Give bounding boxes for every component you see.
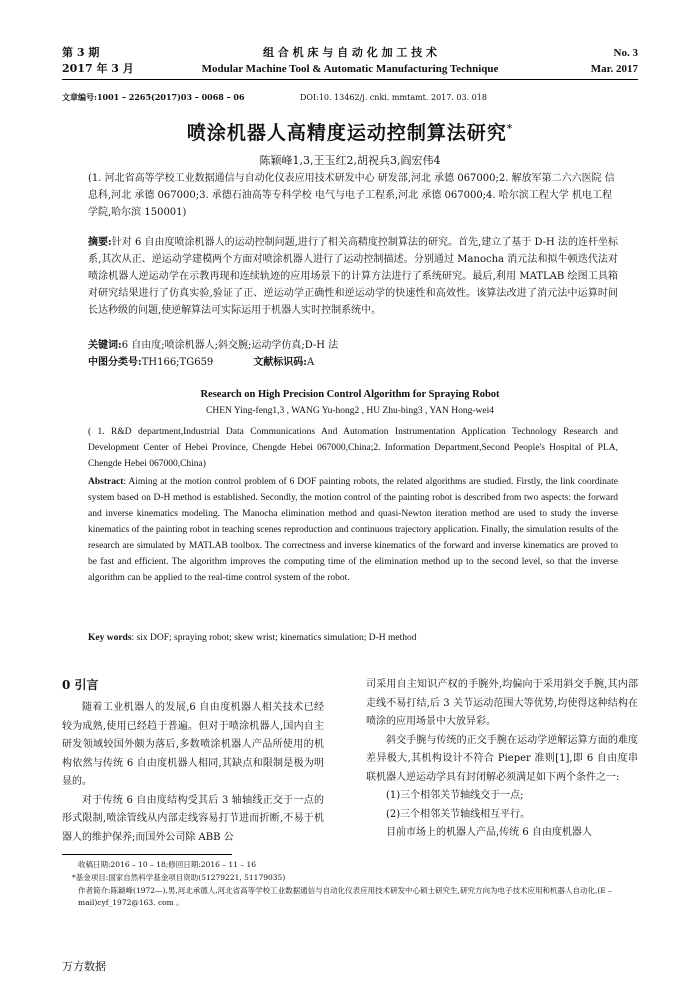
intro-paragraph-1: 随着工业机器人的发展,6 自由度机器人相关技术已经较为成熟,使用已经趋于普遍。但对于喷涂机器人,国内自主研发领域较国外颇为落后,多数喷涂机器人产品所使用的机构依然与传统 6 自由度机器人相同,其缺点和限制是极为明显的。 bbox=[62, 702, 324, 787]
issue-cn: 第 3 期 bbox=[62, 46, 100, 59]
authors-en: CHEN Ying-feng1,3 , WANG Yu-hong2 , HU Zhu-bing3 , YAN Hong-wei4 bbox=[206, 406, 494, 416]
header-rule bbox=[62, 79, 638, 80]
affiliation-en: ( 1. R&D department,Industrial Data Communications And Automation Instrumentation Application Technology Research and Development Center of Hebei Province, Chengde Hebei 067000,China;2. Information Department,Second People's Hospital of PLA, Chengde Hebei 067000,China) bbox=[88, 427, 618, 469]
title-en: Research on High Precision Control Algorithm for Spraying Robot bbox=[200, 389, 500, 400]
authors-cn: 陈颖峰1,3,王玉红2,胡祝兵3,阎宏伟4 bbox=[259, 154, 441, 167]
right-paragraph-1: 司采用自主知识产权的手腕外,均偏向于采用斜交手腕,其内部走线不易打结,后 3 关节运动范围大等优势,均使得这种结构在喷涂的应用场景中大放异彩。 bbox=[366, 679, 638, 727]
issue-en: No. 3 bbox=[613, 47, 638, 59]
footnote-dates: 收稿日期:2016 – 10 – 18;修回日期:2016 – 11 – 16 bbox=[78, 860, 256, 869]
abstract-en: Abstract: Aiming at the motion control problem of 6 DOF painting robots, the related algorithms are studied. Firstly, the link coordinate system based on D-H method is established. Secondly, the motion control of the painting robot is described from two aspects: the forward and inverse kinematics modeling. The Manocha elimination method and quasi-Newton iteration method are used to study the inverse kinematics of the painting robot in teaching scenes reproduction and continuous trajectory application. Finally, the simulation results of the research are simulated by MATLAB toolbox. The correctness and inverse kinematics of the forward and inverse kinematics are proved to be fast and efficient. The algorithm improves the computing time of the elimination method up to the second level, so that the inverse algorithm can be applied to the real-time control system of the robot. bbox=[88, 477, 618, 583]
intro-paragraph-2: 对于传统 6 自由度结构受其后 3 轴轴线正交于一点的形式限制,喷涂管线从内部走线容易打节进而折断,不易于机器人的维护保养;而国外公司除 ABB 公 bbox=[62, 794, 324, 843]
section-heading-intro: 0 引言 bbox=[62, 678, 99, 692]
keywords-cn: 关键词:6 自由度;喷涂机器人;斜交腕;运动学仿真;D-H 法 bbox=[88, 340, 339, 351]
right-paragraph-3: 目前市场上的机器人产品,传统 6 自由度机器人 bbox=[386, 827, 592, 838]
date-cn: 2017 年 3 月 bbox=[62, 62, 134, 75]
watermark: 万方数据 bbox=[62, 960, 106, 973]
affiliation-cn: (1. 河北省高等学校工业数据通信与自动化仪表应用技术研发中心 研发部,河北 承德 067000;2. 解放军第二六六医院 信息科,河北 承德 067000;3. 承德石油高等专科学校 电气与电子工程系,河北 承德 067000;4. 哈尔滨工程大学 机电工程学院,哈尔滨 150001) bbox=[88, 173, 615, 218]
footnote-rule bbox=[62, 854, 232, 855]
left-column bbox=[62, 676, 324, 847]
footnote-fund: *基金项目:国家自然科学基金项目资助(51279221, 51179035) bbox=[72, 873, 286, 882]
right-paragraph-2: 斜交手腕与传统的正交手腕在运动学逆解运算方面的难度差异极大,其机构设计不符合 Pieper 准则[1],即 6 自由度串联机器人逆运动学具有封闭解必须满足如下两个条件之一: bbox=[366, 734, 638, 783]
keywords-en: Key words: six DOF; spraying robot; skew wrist; kinematics simulation; D-H method bbox=[88, 633, 417, 643]
date-en: Mar. 2017 bbox=[590, 63, 638, 75]
footnote-author: 作者简介:陈颖峰(1972—),男,河北承德人,河北省高等学校工业数据通信与自动化仪表应用技术研发中心硕士研究生,研究方向为电子技术应用和机器人自动化,(E – mail)cyf_1972@163. com 。 bbox=[78, 886, 612, 907]
doi: DOI:10. 13462/j. cnki. mmtamt. 2017. 03. 018 bbox=[300, 93, 487, 102]
right-column bbox=[366, 676, 638, 843]
condition-item-1: (1)三个相邻关节轴线交于一点; bbox=[386, 790, 524, 801]
article-number: 文章编号:1001 – 2265(2017)03 – 0068 – 06 bbox=[62, 92, 245, 102]
condition-item-2: (2)三个相邻关节轴线相互平行。 bbox=[386, 808, 531, 820]
abstract-cn: 摘要:针对 6 自由度喷涂机器人的运动控制问题,进行了相关高精度控制算法的研究。首先,建立了基于 D-H 法的连杆坐标系,其次从正、逆运动学建模两个方面对喷涂机器人进行了运动控制描述。分别通过 Manocha 消元法和拟牛顿迭代法对喷涂机器人逆运动学在示教再现和连续轨迹的应用场景下的计算方法进行了系统研究。最后,利用 MATLAB 绘图工具箱对研究结果进行了仿真实验,验证了正、逆运动学正确性和逆运动学的快速性和高效性。该算法改进了消元法中运算时间长达秒级的问题,使逆解算法可实际运用于机器人实时控制系统中。 bbox=[88, 237, 618, 316]
classification-cn: 中图分类号:TH166;TG659 文献标识码:A bbox=[88, 357, 315, 368]
journal-en: Modular Machine Tool & Automatic Manufacturing Technique bbox=[201, 63, 499, 75]
title-cn: 喷涂机器人高精度运动控制算法研究* bbox=[186, 122, 514, 144]
journal-cn: 组 合 机 床 与 自 动 化 加 工 技 术 bbox=[262, 46, 438, 59]
